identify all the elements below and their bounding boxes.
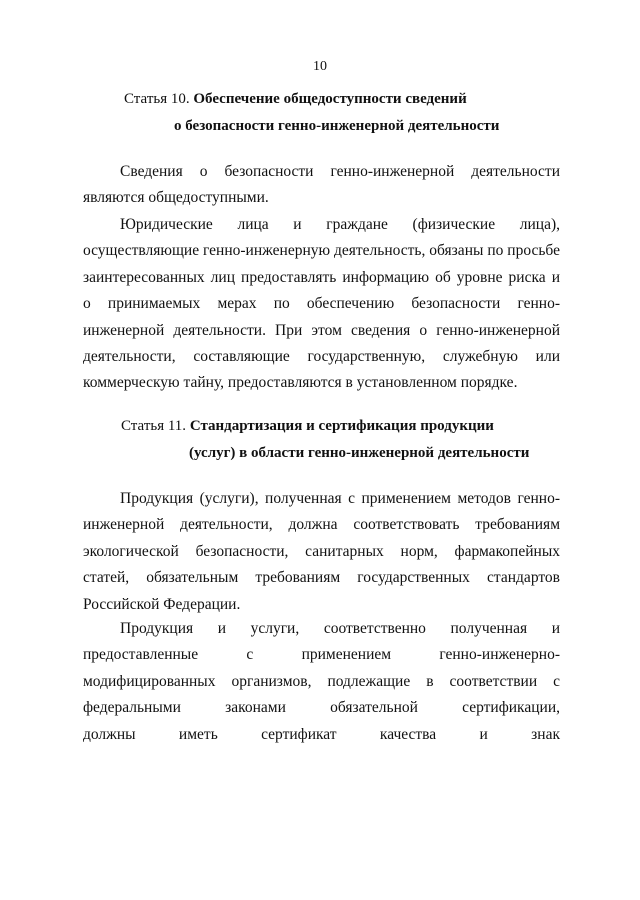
article-11-label: Статья 11. bbox=[121, 418, 187, 434]
paragraph-line: осуществляющие генно-инженерную деятельность, обязаны по просьбе bbox=[83, 242, 560, 260]
article-10-heading bbox=[124, 88, 467, 110]
article-10-label: Статья 10. bbox=[124, 91, 190, 107]
paragraph-line: статей, обязательным требованиям государственных стандартов bbox=[83, 569, 560, 587]
paragraph-line: предоставленные с применением генно-инженерно- bbox=[83, 646, 560, 664]
article-10-paragraph-2 bbox=[83, 212, 560, 397]
article-11-paragraph-2 bbox=[83, 616, 560, 748]
paragraph-line: Продукция и услуги, соответственно полученная и bbox=[120, 620, 560, 637]
article-10-paragraph-1 bbox=[83, 159, 560, 212]
paragraph-line: являются общедоступными. bbox=[83, 189, 269, 207]
paragraph-line: заинтересованных лиц предоставлять информацию об уровне риска и bbox=[83, 268, 560, 286]
paragraph-line: Продукция (услуги), полученная с применением методов генно- bbox=[120, 490, 560, 507]
paragraph-line: Российской Федерации. bbox=[83, 595, 241, 613]
article-11-title-line-2: (услуг) в области генно-инженерной деятельности bbox=[189, 445, 530, 461]
paragraph-line: Юридические лица и граждане (физические лица), bbox=[120, 216, 560, 233]
article-11-title-line-1: Стандартизация и сертификация продукции bbox=[189, 418, 494, 434]
paragraph-line: инженерной деятельности, должна соответствовать требованиям bbox=[83, 516, 560, 534]
paragraph-line: должны иметь сертификат качества и знак bbox=[83, 725, 560, 743]
paragraph-line: коммерческую тайну, предоставляются в установленном порядке. bbox=[83, 374, 518, 392]
paragraph-line: о принимаемых мерах по обеспечению безопасности генно- bbox=[83, 295, 560, 313]
article-10-title-line-2: о безопасности генно-инженерной деятельности bbox=[174, 118, 500, 134]
paragraph-line: деятельности, составляющие государственную, служебную или bbox=[83, 347, 560, 365]
article-10-title-line-1: Обеспечение общедоступности сведений bbox=[193, 91, 467, 107]
article-11-paragraph-1 bbox=[83, 486, 560, 618]
paragraph-line: инженерной деятельности. При этом сведения о генно-инженерной bbox=[83, 321, 560, 339]
paragraph-line: модифицированных организмов, подлежащие в соответствии с bbox=[83, 672, 560, 690]
paragraph-line: федеральными законами обязательной сертификации, bbox=[83, 699, 560, 717]
article-11-heading bbox=[121, 415, 494, 437]
page-number: 10 bbox=[313, 59, 327, 74]
paragraph-line: экологической безопасности, санитарных норм, фармакопейных bbox=[83, 542, 560, 560]
paragraph-line: Сведения о безопасности генно-инженерной деятельности bbox=[120, 163, 560, 180]
